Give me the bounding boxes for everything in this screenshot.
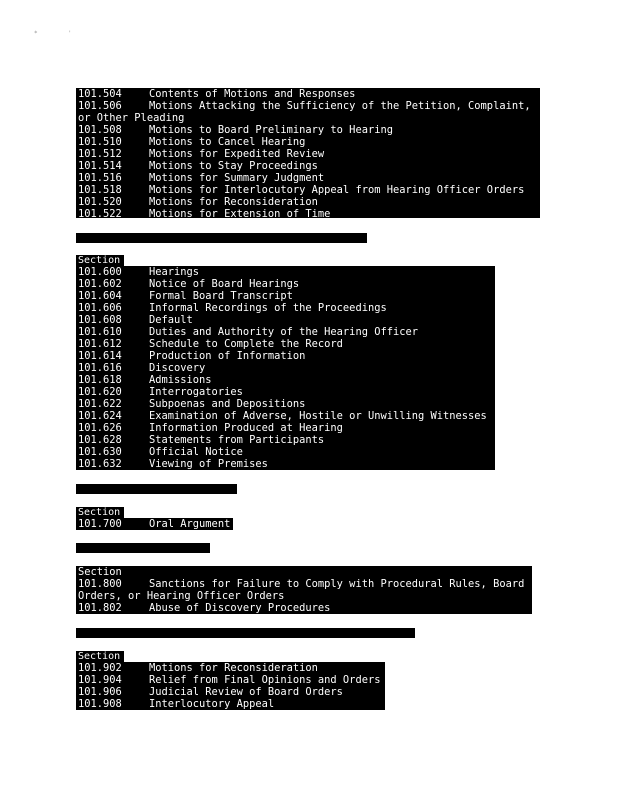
section-number: 101.908 xyxy=(78,698,122,710)
section-number: 101.504 xyxy=(78,88,122,100)
section-entry xyxy=(76,602,532,614)
section-entry xyxy=(76,518,233,530)
section-list-review xyxy=(76,662,385,710)
section-title: Information Produced at Hearing xyxy=(149,422,343,434)
section-title: Sanctions for Failure to Comply with Procedural Rules, Board xyxy=(149,578,525,590)
section-entry xyxy=(76,422,495,434)
subpart-heading-sanctions xyxy=(76,543,210,563)
section-title: Production of Information xyxy=(149,350,306,362)
section-entry xyxy=(76,100,540,112)
section-entry xyxy=(76,362,495,374)
section-entry xyxy=(76,662,385,674)
section-number: 101.608 xyxy=(78,314,122,326)
section-number: 101.520 xyxy=(78,196,122,208)
section-number: 101.514 xyxy=(78,160,122,172)
section-list-motions xyxy=(76,88,540,218)
section-label: Section xyxy=(76,651,124,662)
section-title: Judicial Review of Board Orders xyxy=(149,686,343,698)
section-entry xyxy=(76,410,495,422)
section-number: 101.618 xyxy=(78,374,122,386)
section-entry xyxy=(76,196,540,208)
section-entry xyxy=(76,434,495,446)
subpart-title: ORAL ARGUMENT xyxy=(154,503,229,514)
subpart-title: REVIEW OF FINAL BOARD OPINIONS AND ORDERS xyxy=(154,647,389,658)
section-title: Default xyxy=(149,314,193,326)
section-entry xyxy=(76,208,540,220)
section-title: Oral Argument xyxy=(149,518,231,530)
section-entry xyxy=(76,184,540,196)
section-title: Motions for Reconsideration xyxy=(149,196,318,208)
section-entry xyxy=(76,674,385,686)
section-title: Motions for Summary Judgment xyxy=(149,172,325,184)
section-entry xyxy=(76,686,385,698)
section-title: Interrogatories xyxy=(149,386,243,398)
section-title: Viewing of Premises xyxy=(149,458,268,470)
section-entry xyxy=(76,578,532,590)
section-entry xyxy=(76,160,540,172)
scan-mark-left: * xyxy=(34,30,38,37)
section-entry-continuation: or Other Pleading xyxy=(78,112,185,124)
section-title: Official Notice xyxy=(149,446,243,458)
section-list-oral-argument xyxy=(76,518,233,530)
section-number: 101.600 xyxy=(78,266,122,278)
section-entry xyxy=(76,386,495,398)
section-label xyxy=(76,566,532,578)
section-number: 101.624 xyxy=(78,410,122,422)
section-title: Motions for Reconsideration xyxy=(149,662,318,674)
section-number: 101.622 xyxy=(78,398,122,410)
section-entry xyxy=(76,374,495,386)
section-number: 101.906 xyxy=(78,686,122,698)
section-number: 101.630 xyxy=(78,446,122,458)
section-entry xyxy=(76,112,540,124)
section-list-hearings xyxy=(76,266,495,470)
section-title: Notice of Board Hearings xyxy=(149,278,300,290)
section-number: 101.506 xyxy=(78,100,122,112)
section-number: 101.518 xyxy=(78,184,122,196)
subpart-label: SUBPART H: xyxy=(78,552,136,563)
section-number: 101.610 xyxy=(78,326,122,338)
section-entry xyxy=(76,124,540,136)
scan-mark-right: ' xyxy=(68,30,72,37)
section-title: Motions for Interlocutory Appeal from Hearing Officer Orders xyxy=(149,184,525,196)
section-title: Motions to Cancel Hearing xyxy=(149,136,306,148)
section-title: Examination of Adverse, Hostile or Unwilling Witnesses xyxy=(149,410,487,422)
section-number: 101.508 xyxy=(78,124,122,136)
section-number: 101.606 xyxy=(78,302,122,314)
section-title: Statements from Participants xyxy=(149,434,325,446)
section-title: Contents of Motions and Responses xyxy=(149,88,356,100)
section-title: Subpoenas and Depositions xyxy=(149,398,306,410)
section-title: Interlocutory Appeal xyxy=(149,698,275,710)
section-entry xyxy=(76,458,495,470)
section-entry xyxy=(76,302,495,314)
section-title: Discovery xyxy=(149,362,206,374)
section-number: 101.904 xyxy=(78,674,122,686)
section-number: 101.516 xyxy=(78,172,122,184)
section-number: 101.510 xyxy=(78,136,122,148)
section-entry-continuation: Orders, or Hearing Officer Orders xyxy=(78,590,285,602)
section-entry xyxy=(76,278,495,290)
section-title: Hearings xyxy=(149,266,200,278)
section-label: Section xyxy=(76,507,124,518)
section-number: 101.902 xyxy=(78,662,122,674)
section-title: Motions for Expedited Review xyxy=(149,148,325,160)
section-number: 101.700 xyxy=(78,518,122,530)
section-number: 101.802 xyxy=(78,602,122,614)
section-title: Relief from Final Opinions and Orders xyxy=(149,674,381,686)
section-title: Motions for Extension of Time xyxy=(149,208,331,220)
section-number: 101.522 xyxy=(78,208,122,220)
section-number: 101.512 xyxy=(78,148,122,160)
section-entry xyxy=(76,398,495,410)
section-title: Schedule to Complete the Record xyxy=(149,338,343,350)
section-list-sanctions xyxy=(76,566,532,614)
section-entry xyxy=(76,350,495,362)
section-number: 101.614 xyxy=(78,350,122,362)
section-number: 101.620 xyxy=(78,386,122,398)
section-number: 101.612 xyxy=(78,338,122,350)
section-entry xyxy=(76,172,540,184)
section-number: 101.628 xyxy=(78,434,122,446)
section-title: Formal Board Transcript xyxy=(149,290,293,302)
section-number: 101.800 xyxy=(78,578,122,590)
section-title: Abuse of Discovery Procedures xyxy=(149,602,331,614)
section-entry xyxy=(76,698,385,710)
section-entry xyxy=(76,290,495,302)
section-entry xyxy=(76,266,495,278)
section-title: Duties and Authority of the Hearing Officer xyxy=(149,326,418,338)
subpart-label: SUBPART I: xyxy=(78,637,136,648)
section-entry xyxy=(76,338,495,350)
section-number: 101.626 xyxy=(78,422,122,434)
section-entry xyxy=(76,326,495,338)
subpart-label: SUBPART G: xyxy=(78,493,136,504)
section-title: Motions to Board Preliminary to Hearing xyxy=(149,124,393,136)
section-title: Informal Recordings of the Proceedings xyxy=(149,302,387,314)
section-entry xyxy=(76,148,540,160)
section-entry xyxy=(76,88,540,100)
section-title: Motions Attacking the Sufficiency of the Petition, Complaint, xyxy=(149,100,531,112)
section-label: Section xyxy=(76,255,124,266)
section-number: 101.632 xyxy=(78,458,122,470)
section-title: Motions to Stay Proceedings xyxy=(149,160,318,172)
section-entry xyxy=(76,446,495,458)
section-label-text: Section xyxy=(78,566,122,578)
section-entry xyxy=(76,314,495,326)
section-number: 101.616 xyxy=(78,362,122,374)
section-number: 101.604 xyxy=(78,290,122,302)
section-title: Admissions xyxy=(149,374,212,386)
section-entry xyxy=(76,136,540,148)
section-entry xyxy=(76,590,532,602)
subpart-title: HEARINGS, EVIDENCE, AND DISCOVERY xyxy=(154,252,343,263)
subpart-label: SUBPART F: xyxy=(78,242,136,253)
section-number: 101.602 xyxy=(78,278,122,290)
